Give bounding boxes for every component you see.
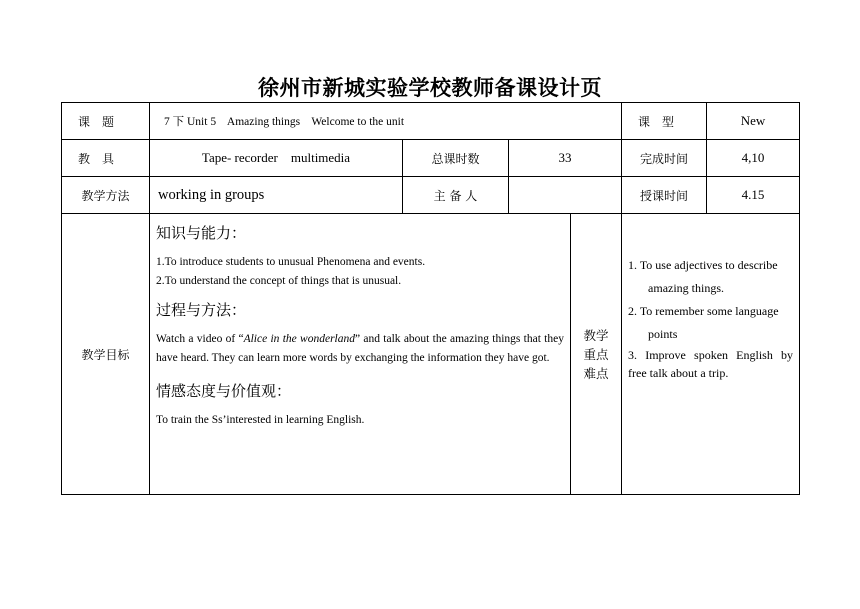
goals-content — [150, 214, 571, 495]
key-point-2b: points — [648, 327, 678, 341]
total-hours-label: 总课时数 — [403, 140, 509, 177]
table-row — [62, 140, 800, 177]
tools-value: Tape- recorder multimedia — [150, 140, 403, 177]
goals-label: 教学目标 — [62, 214, 150, 495]
teaching-time-value: 4.15 — [707, 177, 800, 214]
page-title: 徐州市新城实验学校教师备课设计页 — [258, 76, 602, 100]
key-point-3: 3. Improve spoken English by free talk about a trip. — [628, 348, 794, 380]
completion-time-label: 完成时间 — [622, 140, 707, 177]
knowledge-heading: 知识与能力： — [156, 224, 247, 242]
knowledge-items — [156, 253, 564, 291]
process-text — [156, 330, 564, 368]
table-row — [62, 177, 800, 214]
total-hours-value: 33 — [509, 140, 622, 177]
lesson-plan-table — [61, 102, 800, 495]
process-heading: 过程与方法： — [156, 301, 247, 319]
completion-time-value: 4,10 — [707, 140, 800, 177]
process-text-post: ” and talk about the amazing things that they have heard. They can learn more words by exchanging the information they have got. — [156, 333, 564, 364]
type-value: New — [707, 103, 800, 140]
key-points-label-cell — [571, 214, 622, 495]
key-label-line-2: 重点 — [583, 346, 609, 362]
topic-value: 7 下 Unit 5 Amazing things Welcome to the unit — [164, 116, 405, 128]
key-point-2a: 2. To remember some language — [628, 304, 779, 318]
table-row — [62, 214, 800, 495]
key-point-1b: amazing things. — [648, 281, 725, 295]
emotion-heading: 情感态度与价值观： — [156, 382, 292, 400]
tools-label-cell — [62, 140, 150, 177]
type-label-cell — [622, 103, 707, 140]
method-value: working in groups — [158, 186, 265, 203]
key-label-line-3: 难点 — [583, 365, 609, 381]
preparer-value — [509, 177, 622, 214]
topic-value-cell — [150, 103, 622, 140]
table-row — [62, 103, 800, 140]
preparer-label-cell — [403, 177, 509, 214]
type-label: 课 型 — [638, 114, 675, 129]
key-points-content — [622, 214, 800, 495]
method-value-cell — [150, 177, 403, 214]
key-label-line-1: 教学 — [583, 327, 609, 343]
teaching-time-label: 授课时间 — [622, 177, 707, 214]
key-points-label — [571, 326, 621, 383]
process-text-italic: Alice in the wonderland — [243, 333, 356, 345]
tools-label: 教 具 — [78, 151, 115, 166]
topic-label-cell — [62, 103, 150, 140]
knowledge-item-2: 2.To understand the concept of things that is unusual. — [156, 275, 402, 287]
key-point-1a: 1. To use adjectives to describe — [628, 258, 778, 272]
emotion-text: To train the Ss’interested in learning English. — [156, 414, 365, 426]
knowledge-item-1: 1.To introduce students to unusual Phenomena and events. — [156, 256, 426, 268]
method-label: 教学方法 — [62, 177, 150, 214]
process-text-pre: Watch a video of “ — [156, 333, 244, 345]
preparer-label: 主 备 人 — [433, 188, 478, 203]
topic-label: 课 题 — [78, 114, 115, 129]
